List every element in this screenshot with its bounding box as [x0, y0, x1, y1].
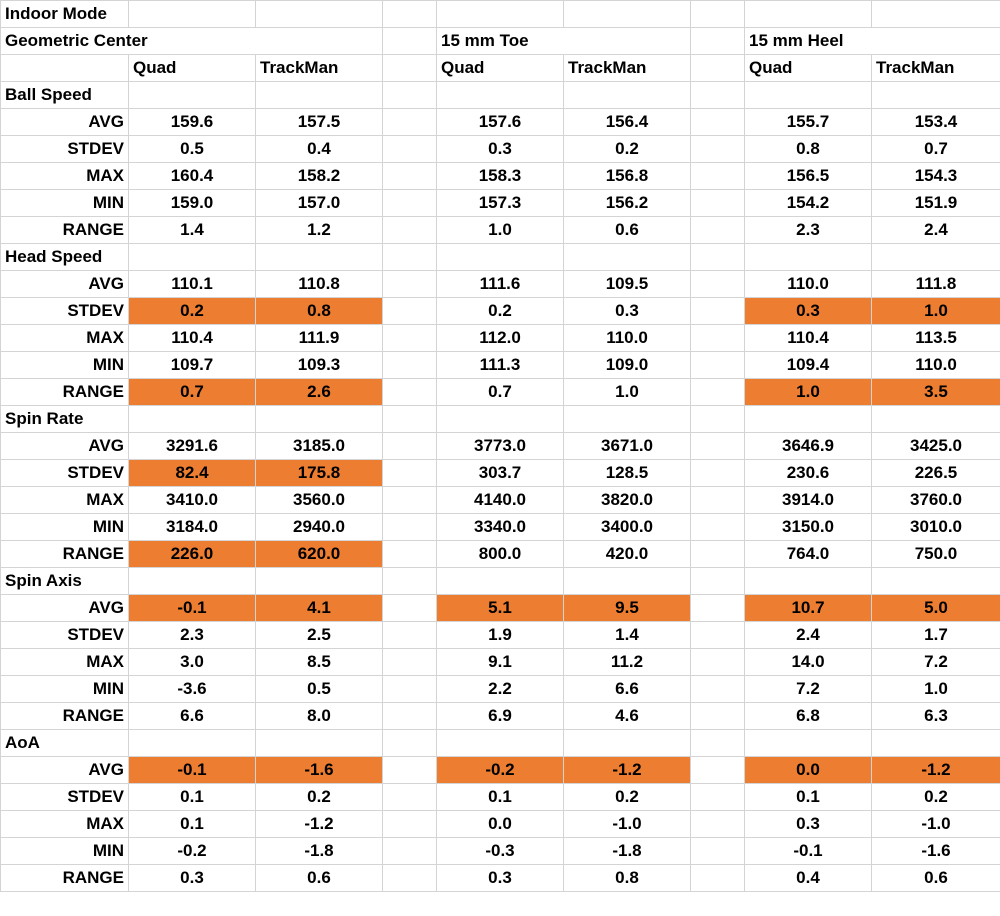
subheader-quad[interactable]: Quad: [437, 55, 564, 82]
stat-label[interactable]: STDEV: [1, 622, 129, 649]
value-cell[interactable]: 109.5: [564, 271, 691, 298]
value-cell[interactable]: 226.5: [872, 460, 1000, 487]
title-row: [1, 1, 1000, 28]
value-cell[interactable]: 2.3: [129, 622, 256, 649]
value-cell[interactable]: -0.1: [129, 595, 256, 622]
value-cell[interactable]: -1.8: [256, 838, 383, 865]
value-cell[interactable]: 0.2: [564, 784, 691, 811]
table-row: [1, 217, 1000, 244]
value-cell[interactable]: 0.1: [129, 811, 256, 838]
value-cell[interactable]: 0.5: [256, 676, 383, 703]
value-cell[interactable]: 0.2: [129, 298, 256, 325]
value-cell[interactable]: 3400.0: [564, 514, 691, 541]
value-cell[interactable]: 0.1: [129, 784, 256, 811]
value-cell[interactable]: 3914.0: [745, 487, 872, 514]
value-cell[interactable]: 158.3: [437, 163, 564, 190]
value-cell[interactable]: 0.1: [745, 784, 872, 811]
subheader-trackman[interactable]: TrackMan: [564, 55, 691, 82]
value-cell[interactable]: -0.3: [437, 838, 564, 865]
subheader-row: [1, 55, 1000, 82]
value-cell[interactable]: 230.6: [745, 460, 872, 487]
table-row: [1, 433, 1000, 460]
section-label[interactable]: Ball Speed: [1, 82, 129, 109]
value-cell[interactable]: 153.4: [872, 109, 1000, 136]
value-cell[interactable]: 5.0: [872, 595, 1000, 622]
value-cell[interactable]: -1.0: [872, 811, 1000, 838]
table-row: [1, 622, 1000, 649]
value-cell[interactable]: 2.5: [256, 622, 383, 649]
value-cell[interactable]: 0.2: [256, 784, 383, 811]
subheader-quad[interactable]: Quad: [745, 55, 872, 82]
stat-label[interactable]: STDEV: [1, 784, 129, 811]
value-cell[interactable]: 109.3: [256, 352, 383, 379]
value-cell[interactable]: 0.6: [872, 865, 1000, 892]
stat-label[interactable]: MAX: [1, 487, 129, 514]
value-cell[interactable]: 0.4: [256, 136, 383, 163]
stat-label[interactable]: MIN: [1, 514, 129, 541]
value-cell[interactable]: 1.7: [872, 622, 1000, 649]
stat-label[interactable]: AVG: [1, 109, 129, 136]
value-cell[interactable]: 764.0: [745, 541, 872, 568]
value-cell[interactable]: 620.0: [256, 541, 383, 568]
value-cell[interactable]: -1.2: [872, 757, 1000, 784]
value-cell[interactable]: 3.0: [129, 649, 256, 676]
value-cell[interactable]: 175.8: [256, 460, 383, 487]
table-row: [1, 487, 1000, 514]
table-row: [1, 541, 1000, 568]
value-cell[interactable]: 157.6: [437, 109, 564, 136]
stat-label[interactable]: MAX: [1, 163, 129, 190]
value-cell[interactable]: 154.3: [872, 163, 1000, 190]
value-cell[interactable]: 3340.0: [437, 514, 564, 541]
value-cell[interactable]: 1.2: [256, 217, 383, 244]
value-cell[interactable]: 10.7: [745, 595, 872, 622]
table-row: [1, 649, 1000, 676]
value-cell[interactable]: 5.1: [437, 595, 564, 622]
value-cell[interactable]: 3560.0: [256, 487, 383, 514]
value-cell[interactable]: 111.3: [437, 352, 564, 379]
value-cell[interactable]: 1.4: [129, 217, 256, 244]
value-cell[interactable]: 0.7: [872, 136, 1000, 163]
stat-label[interactable]: RANGE: [1, 541, 129, 568]
section-header-spin-axis: [1, 568, 1000, 595]
stat-label[interactable]: MIN: [1, 676, 129, 703]
table-row: [1, 838, 1000, 865]
value-cell[interactable]: 800.0: [437, 541, 564, 568]
value-cell[interactable]: 157.0: [256, 190, 383, 217]
value-cell[interactable]: 750.0: [872, 541, 1000, 568]
value-cell[interactable]: 155.7: [745, 109, 872, 136]
value-cell[interactable]: 110.0: [564, 325, 691, 352]
value-cell[interactable]: 3185.0: [256, 433, 383, 460]
table-row: [1, 109, 1000, 136]
value-cell[interactable]: 110.1: [129, 271, 256, 298]
stat-label[interactable]: STDEV: [1, 136, 129, 163]
value-cell[interactable]: 3760.0: [872, 487, 1000, 514]
table-row: [1, 460, 1000, 487]
stat-label[interactable]: MIN: [1, 838, 129, 865]
value-cell[interactable]: 6.6: [129, 703, 256, 730]
group-header-geometric-center[interactable]: Geometric Center: [1, 28, 383, 55]
value-cell[interactable]: -1.2: [564, 757, 691, 784]
value-cell[interactable]: 160.4: [129, 163, 256, 190]
value-cell[interactable]: 3.5: [872, 379, 1000, 406]
stat-label[interactable]: AVG: [1, 433, 129, 460]
value-cell[interactable]: 82.4: [129, 460, 256, 487]
value-cell[interactable]: 420.0: [564, 541, 691, 568]
value-cell[interactable]: -0.1: [745, 838, 872, 865]
value-cell[interactable]: 303.7: [437, 460, 564, 487]
table-body: [1, 1, 1000, 892]
value-cell[interactable]: 111.6: [437, 271, 564, 298]
value-cell[interactable]: 151.9: [872, 190, 1000, 217]
table-row: [1, 352, 1000, 379]
value-cell[interactable]: 0.5: [129, 136, 256, 163]
value-cell[interactable]: 3425.0: [872, 433, 1000, 460]
value-cell[interactable]: 110.4: [745, 325, 872, 352]
value-cell[interactable]: 2.4: [745, 622, 872, 649]
value-cell[interactable]: 3773.0: [437, 433, 564, 460]
value-cell[interactable]: 9.1: [437, 649, 564, 676]
value-cell[interactable]: 158.2: [256, 163, 383, 190]
value-cell[interactable]: 6.8: [745, 703, 872, 730]
value-cell[interactable]: 8.5: [256, 649, 383, 676]
table-row: [1, 784, 1000, 811]
subheader-trackman[interactable]: TrackMan: [872, 55, 1000, 82]
value-cell[interactable]: 156.5: [745, 163, 872, 190]
value-cell[interactable]: 1.0: [437, 217, 564, 244]
value-cell[interactable]: 1.0: [564, 379, 691, 406]
value-cell[interactable]: 128.5: [564, 460, 691, 487]
value-cell[interactable]: 4.6: [564, 703, 691, 730]
value-cell[interactable]: 0.3: [745, 811, 872, 838]
stat-label[interactable]: MAX: [1, 811, 129, 838]
value-cell[interactable]: 6.6: [564, 676, 691, 703]
section-header-head-speed: [1, 244, 1000, 271]
value-cell[interactable]: 0.2: [437, 298, 564, 325]
value-cell[interactable]: 0.8: [256, 298, 383, 325]
value-cell[interactable]: 2.6: [256, 379, 383, 406]
value-cell[interactable]: 3671.0: [564, 433, 691, 460]
value-cell[interactable]: 11.2: [564, 649, 691, 676]
value-cell[interactable]: -1.6: [256, 757, 383, 784]
value-cell[interactable]: 2.4: [872, 217, 1000, 244]
value-cell[interactable]: 0.7: [129, 379, 256, 406]
group-header-toe[interactable]: 15 mm Toe: [437, 28, 691, 55]
value-cell[interactable]: 0.8: [564, 865, 691, 892]
value-cell[interactable]: 0.7: [437, 379, 564, 406]
value-cell[interactable]: 9.5: [564, 595, 691, 622]
stat-label[interactable]: AVG: [1, 595, 129, 622]
value-cell[interactable]: 111.8: [872, 271, 1000, 298]
value-cell[interactable]: 0.0: [437, 811, 564, 838]
value-cell[interactable]: 0.3: [564, 298, 691, 325]
value-cell[interactable]: 4.1: [256, 595, 383, 622]
table-row: [1, 163, 1000, 190]
stat-label[interactable]: STDEV: [1, 460, 129, 487]
value-cell[interactable]: 157.5: [256, 109, 383, 136]
value-cell[interactable]: 7.2: [872, 649, 1000, 676]
value-cell[interactable]: 157.3: [437, 190, 564, 217]
value-cell[interactable]: -1.8: [564, 838, 691, 865]
stat-label[interactable]: STDEV: [1, 298, 129, 325]
value-cell[interactable]: 2940.0: [256, 514, 383, 541]
value-cell[interactable]: 3184.0: [129, 514, 256, 541]
stat-label[interactable]: MIN: [1, 352, 129, 379]
value-cell[interactable]: 3150.0: [745, 514, 872, 541]
value-cell[interactable]: 2.3: [745, 217, 872, 244]
table-row: [1, 757, 1000, 784]
section-label[interactable]: Spin Axis: [1, 568, 129, 595]
value-cell[interactable]: 3820.0: [564, 487, 691, 514]
value-cell[interactable]: 111.9: [256, 325, 383, 352]
value-cell[interactable]: 109.0: [564, 352, 691, 379]
value-cell[interactable]: 0.6: [256, 865, 383, 892]
value-cell[interactable]: 109.4: [745, 352, 872, 379]
value-cell[interactable]: 0.6: [564, 217, 691, 244]
table-row: [1, 379, 1000, 406]
value-cell[interactable]: 0.3: [129, 865, 256, 892]
stat-label[interactable]: RANGE: [1, 703, 129, 730]
value-cell[interactable]: 0.3: [437, 865, 564, 892]
value-cell[interactable]: 0.3: [437, 136, 564, 163]
value-cell[interactable]: 110.0: [745, 271, 872, 298]
value-cell[interactable]: 0.4: [745, 865, 872, 892]
stat-label[interactable]: RANGE: [1, 379, 129, 406]
group-header-heel[interactable]: 15 mm Heel: [745, 28, 1000, 55]
value-cell[interactable]: -1.2: [256, 811, 383, 838]
table-row: [1, 298, 1000, 325]
value-cell[interactable]: 0.2: [872, 784, 1000, 811]
value-cell[interactable]: -0.2: [129, 838, 256, 865]
value-cell[interactable]: 1.4: [564, 622, 691, 649]
value-cell[interactable]: 0.2: [564, 136, 691, 163]
value-cell[interactable]: 113.5: [872, 325, 1000, 352]
value-cell[interactable]: -1.6: [872, 838, 1000, 865]
table-row: [1, 595, 1000, 622]
subheader-trackman[interactable]: TrackMan: [256, 55, 383, 82]
section-label[interactable]: Spin Rate: [1, 406, 129, 433]
section-header-ball-speed: [1, 82, 1000, 109]
value-cell[interactable]: 109.7: [129, 352, 256, 379]
section-header-spin-rate: [1, 406, 1000, 433]
stat-label[interactable]: MAX: [1, 649, 129, 676]
table-row: [1, 703, 1000, 730]
group-header-row: [1, 28, 1000, 55]
value-cell[interactable]: 0.0: [745, 757, 872, 784]
value-cell[interactable]: 110.4: [129, 325, 256, 352]
table-row: [1, 811, 1000, 838]
value-cell[interactable]: 112.0: [437, 325, 564, 352]
sheet-title[interactable]: Indoor Mode: [1, 1, 129, 28]
stat-label[interactable]: AVG: [1, 757, 129, 784]
value-cell[interactable]: 14.0: [745, 649, 872, 676]
section-label[interactable]: Head Speed: [1, 244, 129, 271]
value-cell[interactable]: 156.2: [564, 190, 691, 217]
stat-label[interactable]: MAX: [1, 325, 129, 352]
value-cell[interactable]: -0.1: [129, 757, 256, 784]
value-cell[interactable]: 0.8: [745, 136, 872, 163]
table-row: [1, 514, 1000, 541]
stat-label[interactable]: AVG: [1, 271, 129, 298]
value-cell[interactable]: 3010.0: [872, 514, 1000, 541]
value-cell[interactable]: 159.0: [129, 190, 256, 217]
value-cell[interactable]: 110.0: [872, 352, 1000, 379]
value-cell[interactable]: 159.6: [129, 109, 256, 136]
value-cell[interactable]: 3291.6: [129, 433, 256, 460]
value-cell[interactable]: 154.2: [745, 190, 872, 217]
table-row: [1, 865, 1000, 892]
value-cell[interactable]: 1.0: [745, 379, 872, 406]
value-cell[interactable]: 0.3: [745, 298, 872, 325]
value-cell[interactable]: -1.0: [564, 811, 691, 838]
section-header-aoa: [1, 730, 1000, 757]
value-cell[interactable]: -3.6: [129, 676, 256, 703]
stat-label[interactable]: RANGE: [1, 865, 129, 892]
table-row: [1, 271, 1000, 298]
value-cell[interactable]: 226.0: [129, 541, 256, 568]
table-row: [1, 136, 1000, 163]
value-cell[interactable]: -0.2: [437, 757, 564, 784]
value-cell[interactable]: 2.2: [437, 676, 564, 703]
table-row: [1, 676, 1000, 703]
value-cell[interactable]: 1.9: [437, 622, 564, 649]
value-cell[interactable]: 156.8: [564, 163, 691, 190]
value-cell[interactable]: 110.8: [256, 271, 383, 298]
table-row: [1, 325, 1000, 352]
section-label[interactable]: AoA: [1, 730, 129, 757]
value-cell[interactable]: 7.2: [745, 676, 872, 703]
value-cell[interactable]: 1.0: [872, 676, 1000, 703]
table-row: [1, 190, 1000, 217]
stat-label[interactable]: RANGE: [1, 217, 129, 244]
value-cell[interactable]: 3646.9: [745, 433, 872, 460]
value-cell[interactable]: 1.0: [872, 298, 1000, 325]
value-cell[interactable]: 156.4: [564, 109, 691, 136]
stat-label[interactable]: MIN: [1, 190, 129, 217]
value-cell[interactable]: 4140.0: [437, 487, 564, 514]
value-cell[interactable]: 3410.0: [129, 487, 256, 514]
value-cell[interactable]: 8.0: [256, 703, 383, 730]
subheader-quad[interactable]: Quad: [129, 55, 256, 82]
value-cell[interactable]: 6.9: [437, 703, 564, 730]
value-cell[interactable]: 0.1: [437, 784, 564, 811]
value-cell[interactable]: 6.3: [872, 703, 1000, 730]
